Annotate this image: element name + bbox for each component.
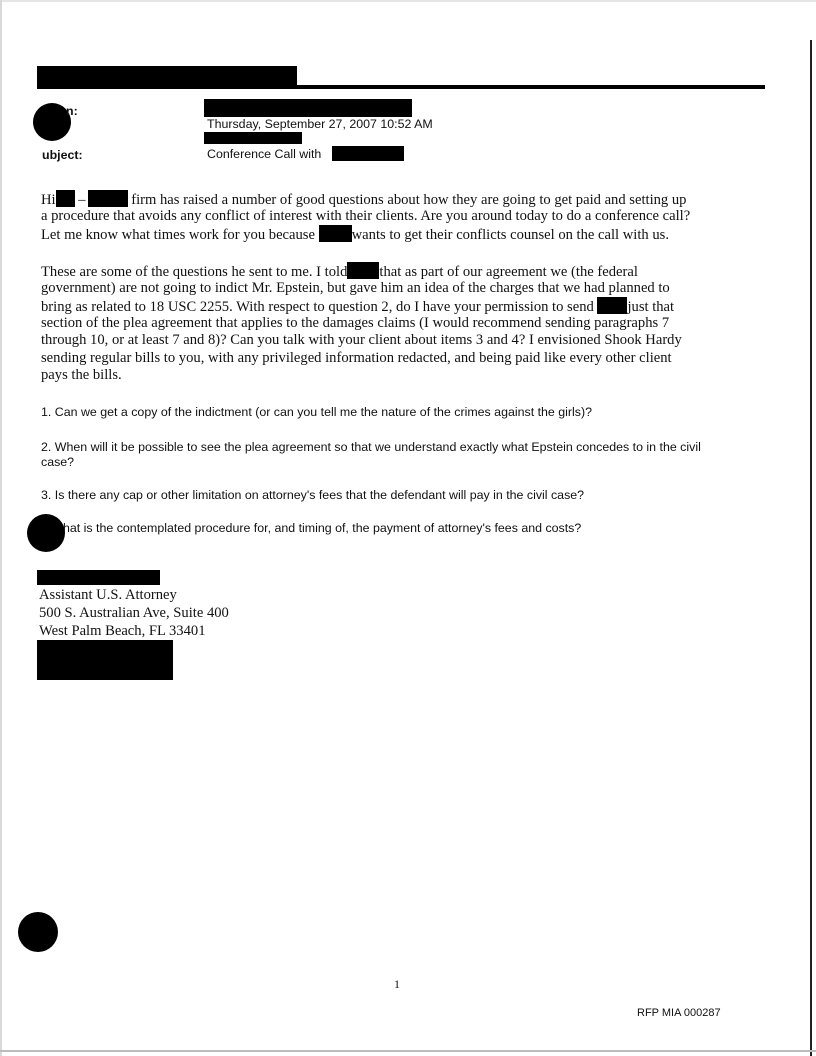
bottom-scan-edge [0, 1050, 816, 1052]
subject-label: ubject: [42, 148, 83, 162]
from-value-redaction [204, 99, 412, 117]
from-label: n: [66, 104, 78, 118]
contact-redaction [37, 640, 173, 680]
header-rule [37, 85, 765, 89]
right-scan-edge [810, 40, 812, 1056]
paragraph-line: government) are not going to indict Mr. Epstein, but gave him an idea of the charges that we had planned to [41, 279, 670, 296]
paragraph-line: a procedure that avoids any conflict of interest with their clients. Are you around today to do a conference call? [41, 207, 691, 224]
page-number: 1 [394, 977, 400, 991]
text-run: just that [627, 299, 675, 315]
question-2: 2. When will it be possible to see the plea agreement so that we understand exactly what Epstein concedes to in the civil [41, 440, 701, 454]
question-1: 1. Can we get a copy of the indictment (or can you tell me the nature of the crimes against the girls)? [41, 405, 592, 419]
name-redaction [319, 225, 352, 242]
paragraph-line [41, 225, 771, 243]
paragraph-line: pays the bills. [41, 367, 122, 383]
text-run: bring as related to 18 USC 2255. With respect to question 2, do I have your permission to send [41, 299, 594, 315]
question-4: hat is the contemplated procedure for, and timing of, the payment of attorney's fees and costs? [63, 521, 582, 535]
paragraph-line: sending regular bills to you, with any privileged information redacted, and being paid like every other client [41, 349, 672, 366]
name-redaction [88, 190, 128, 207]
name-redaction [56, 190, 75, 207]
paragraph-1 [41, 190, 771, 243]
subject-name-redaction [332, 146, 404, 161]
subject-value: Conference Call with [207, 147, 322, 161]
paragraph-line [41, 297, 771, 315]
address-line-1: 500 S. Australian Ave, Suite 400 [39, 605, 229, 621]
redaction-dot [27, 514, 65, 552]
sent-value: Thursday, September 27, 2007 10:52 AM [207, 117, 433, 131]
question-2-continuation: case? [41, 455, 75, 469]
name-redaction [347, 262, 379, 279]
top-scan-edge [0, 0, 816, 2]
dash: – [78, 192, 86, 208]
paragraph-line [41, 262, 771, 280]
text-run: wants to get their conflicts counsel on the call with us. [351, 227, 669, 243]
left-scan-edge [0, 0, 2, 1056]
paragraph-2 [41, 262, 771, 385]
signer-name-redaction [37, 570, 160, 585]
question-3: 3. Is there any cap or other limitation on attorney's fees that the defendant will pay in the civil case? [41, 488, 585, 502]
bates-number: RFP MIA 000287 [637, 1007, 721, 1019]
signer-title: Assistant U.S. Attorney [39, 587, 177, 603]
paragraph-line: through 10, or at least 7 and 8)? Can you talk with your client about items 3 and 4? I envisioned Shook Hardy [41, 332, 682, 348]
paragraph-line: section of the plea agreement that applies to the damages claims (I would recommend sending paragraphs 7 [41, 314, 670, 331]
text-run: Let me know what times work for you because [41, 227, 315, 243]
greeting: Hi [41, 192, 56, 208]
text-run: firm has raised a number of good questions about how they are going to get paid and setting up [131, 192, 687, 208]
text-run: These are some of the questions he sent to me. I told [41, 264, 348, 280]
name-redaction [597, 297, 627, 314]
to-value-redaction [204, 132, 302, 144]
paragraph-line [41, 190, 771, 208]
address-line-2: West Palm Beach, FL 33401 [39, 623, 206, 639]
text-run: that as part of our agreement we (the federal [379, 264, 638, 280]
redaction-dot [18, 912, 58, 952]
